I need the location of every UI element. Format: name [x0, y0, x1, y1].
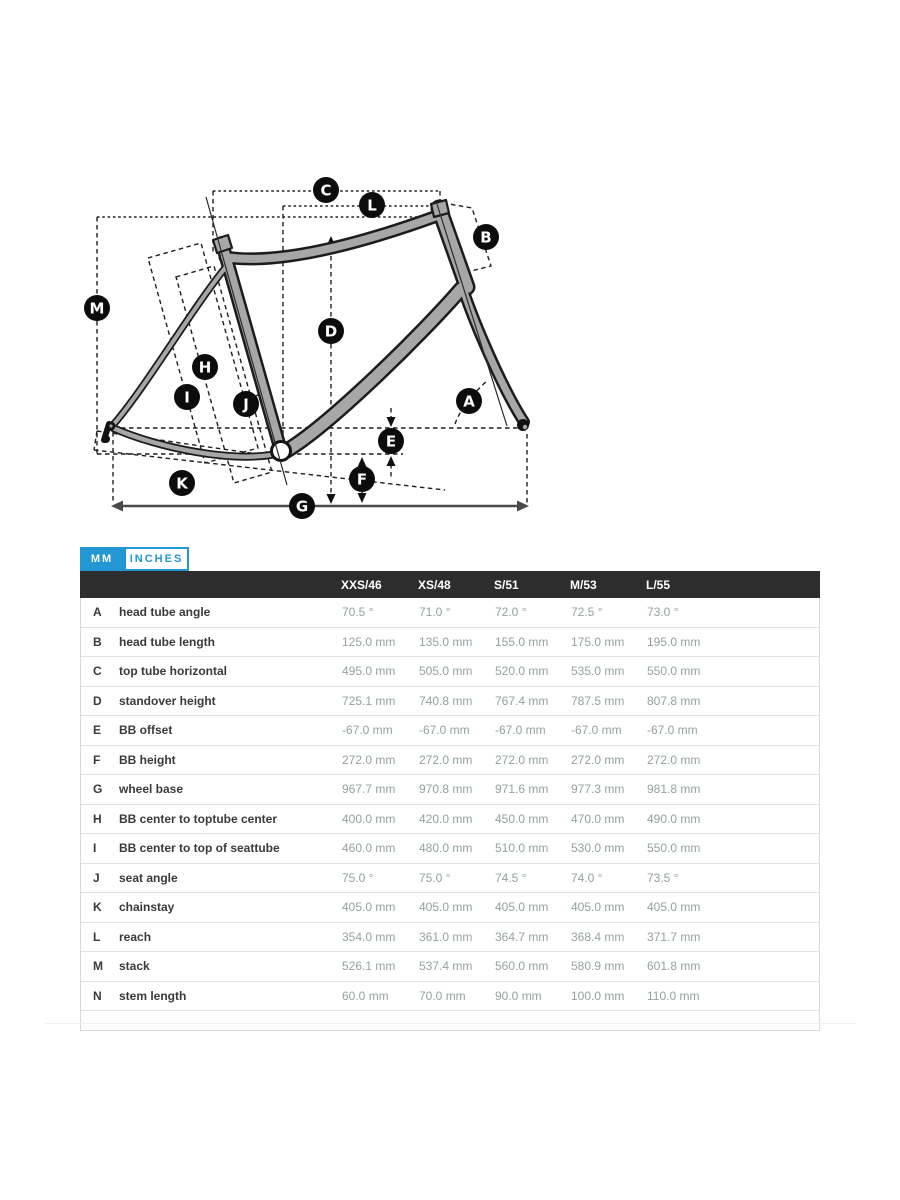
row-label: chainstay [119, 900, 175, 915]
dim-label-i [174, 384, 200, 410]
row-value: 100.0 mm [571, 988, 625, 1003]
row-letter: M [93, 959, 103, 974]
table-row [81, 834, 819, 864]
seat-axis-line [206, 197, 287, 485]
row-value: 505.0 mm [419, 664, 473, 679]
row-value: 490.0 mm [647, 811, 701, 826]
table-row [81, 687, 819, 717]
row-value: 405.0 mm [495, 900, 549, 915]
table-header [80, 571, 820, 598]
table-row [81, 716, 819, 746]
bottom-bracket [272, 442, 291, 461]
row-label: top tube horizontal [119, 664, 227, 679]
row-label: head tube angle [119, 605, 211, 620]
table-row [81, 775, 819, 805]
row-value: 550.0 mm [647, 841, 701, 856]
svg-text:J: J [243, 395, 249, 414]
row-value: 135.0 mm [419, 634, 473, 649]
row-letter: E [93, 723, 102, 738]
row-value: 767.4 mm [495, 693, 549, 708]
row-value: 272.0 mm [647, 752, 701, 767]
row-value: 970.8 mm [419, 782, 473, 797]
table-row [81, 923, 819, 953]
row-value: -67.0 mm [647, 723, 698, 738]
row-value: 364.7 mm [495, 929, 549, 944]
dim-label-k [169, 470, 195, 496]
row-value: 971.6 mm [495, 782, 549, 797]
row-value: 405.0 mm [342, 900, 396, 915]
dim-label-m [84, 295, 110, 321]
row-value: 460.0 mm [342, 841, 396, 856]
svg-text:C: C [320, 181, 332, 200]
table-row [81, 805, 819, 835]
row-value: 272.0 mm [342, 752, 396, 767]
svg-text:E: E [385, 432, 397, 451]
geometry-table [80, 572, 820, 1031]
row-label: reach [119, 929, 152, 944]
row-label: stack [119, 959, 150, 974]
svg-text:I: I [184, 388, 190, 407]
row-value: 601.8 mm [647, 959, 701, 974]
svg-text:M: M [89, 299, 105, 318]
row-label: standover height [119, 693, 216, 708]
tab-mm[interactable]: MM [80, 547, 124, 571]
row-value: 560.0 mm [495, 959, 549, 974]
table-row [81, 864, 819, 894]
row-value: 977.3 mm [571, 782, 625, 797]
col-header: S/51 [494, 577, 519, 592]
row-letter: H [93, 811, 102, 826]
row-value: 981.8 mm [647, 782, 701, 797]
row-value: 420.0 mm [419, 811, 473, 826]
table-row [81, 746, 819, 776]
row-value: 580.9 mm [571, 959, 625, 974]
row-value: 272.0 mm [571, 752, 625, 767]
row-value: 740.8 mm [419, 693, 473, 708]
row-value: 90.0 mm [495, 988, 542, 1003]
row-value: 75.0 ° [342, 870, 374, 885]
dim-label-c [313, 177, 339, 203]
row-value: -67.0 mm [571, 723, 622, 738]
row-value: 70.0 mm [419, 988, 466, 1003]
row-letter: L [93, 929, 101, 944]
row-letter: N [93, 988, 102, 1003]
row-value: -67.0 mm [495, 723, 546, 738]
row-value: 526.1 mm [342, 959, 396, 974]
row-label: head tube length [119, 634, 215, 649]
dim-label-e [378, 428, 404, 454]
row-value: 272.0 mm [495, 752, 549, 767]
row-value: 74.0 ° [571, 870, 603, 885]
col-header: XXS/46 [341, 577, 382, 592]
row-letter: G [93, 782, 103, 797]
row-label: wheel base [119, 782, 184, 797]
row-value: 510.0 mm [495, 841, 549, 856]
row-value: 125.0 mm [342, 634, 396, 649]
row-letter: D [93, 693, 102, 708]
row-value: 787.5 mm [571, 693, 625, 708]
row-letter: I [93, 841, 97, 856]
row-value: 550.0 mm [647, 664, 701, 679]
row-value: 405.0 mm [419, 900, 473, 915]
row-label: stem length [119, 988, 187, 1003]
col-header: M/53 [570, 577, 597, 592]
row-label: BB height [119, 752, 176, 767]
table-row [81, 982, 819, 1012]
dim-label-j [233, 391, 259, 417]
page-divider [45, 1023, 855, 1024]
row-value: 75.0 ° [419, 870, 451, 885]
row-value: 725.1 mm [342, 693, 396, 708]
row-value: 495.0 mm [342, 664, 396, 679]
row-value: 361.0 mm [419, 929, 473, 944]
row-value: 74.5 ° [495, 870, 527, 885]
row-label: BB center to top of seattube [119, 841, 280, 856]
row-value: 354.0 mm [342, 929, 396, 944]
row-value: 967.7 mm [342, 782, 396, 797]
row-label: BB offset [119, 723, 173, 738]
svg-text:D: D [324, 322, 338, 341]
row-value: 400.0 mm [342, 811, 396, 826]
row-value: 450.0 mm [495, 811, 549, 826]
row-label: BB center to toptube center [119, 811, 278, 826]
row-value: 73.0 ° [647, 605, 679, 620]
row-value: -67.0 mm [342, 723, 393, 738]
front-dropout [517, 419, 529, 431]
dim-label-g [289, 493, 315, 519]
row-value: -67.0 mm [419, 723, 470, 738]
table-row [81, 628, 819, 658]
row-value: 405.0 mm [647, 900, 701, 915]
svg-text:B: B [480, 228, 492, 247]
row-letter: C [93, 664, 102, 679]
table-row [81, 893, 819, 923]
dim-label-l [359, 192, 385, 218]
table-row [81, 598, 819, 628]
row-value: 110.0 mm [647, 988, 700, 1003]
row-value: 807.8 mm [647, 693, 701, 708]
row-letter: B [93, 634, 102, 649]
row-value: 272.0 mm [419, 752, 473, 767]
row-letter: K [93, 900, 102, 915]
dim-label-h [192, 354, 218, 380]
row-value: 195.0 mm [647, 634, 701, 649]
row-value: 470.0 mm [571, 811, 625, 826]
frame-geometry-diagram [0, 0, 900, 545]
svg-text:A: A [463, 392, 475, 411]
dim-label-f [349, 466, 375, 492]
svg-text:L: L [367, 196, 377, 215]
row-value: 72.5 ° [571, 605, 603, 620]
row-value: 155.0 mm [495, 634, 549, 649]
row-value: 368.4 mm [571, 929, 625, 944]
dim-label-a [456, 388, 482, 414]
row-value: 60.0 mm [342, 988, 389, 1003]
svg-text:H: H [198, 358, 212, 377]
col-header: L/55 [646, 577, 671, 592]
row-label: seat angle [119, 870, 178, 885]
row-letter: J [93, 870, 100, 885]
dimension-labels [84, 177, 499, 519]
table-row [81, 952, 819, 982]
svg-text:K: K [176, 474, 188, 493]
row-value: 520.0 mm [495, 664, 549, 679]
dim-label-d [318, 318, 344, 344]
row-value: 480.0 mm [419, 841, 473, 856]
tab-inches[interactable]: INCHES [124, 547, 189, 571]
row-letter: F [93, 752, 101, 767]
bike-frame-drawing [0, 0, 900, 545]
row-letter: A [93, 605, 102, 620]
svg-text:G: G [295, 497, 309, 516]
dim-label-b [473, 224, 499, 250]
row-value: 537.4 mm [419, 959, 473, 974]
row-value: 535.0 mm [571, 664, 625, 679]
row-value: 530.0 mm [571, 841, 625, 856]
row-value: 73.5 ° [647, 870, 679, 885]
row-value: 70.5 ° [342, 605, 374, 620]
row-value: 71.0 ° [419, 605, 451, 620]
row-value: 371.7 mm [647, 929, 701, 944]
col-header: XS/48 [418, 577, 451, 592]
svg-text:F: F [356, 470, 368, 489]
row-value: 175.0 mm [571, 634, 625, 649]
row-value: 72.0 ° [495, 605, 527, 620]
wheelbase-line [111, 501, 529, 512]
row-value: 405.0 mm [571, 900, 625, 915]
table-row [81, 657, 819, 687]
units-toggle [80, 547, 189, 571]
